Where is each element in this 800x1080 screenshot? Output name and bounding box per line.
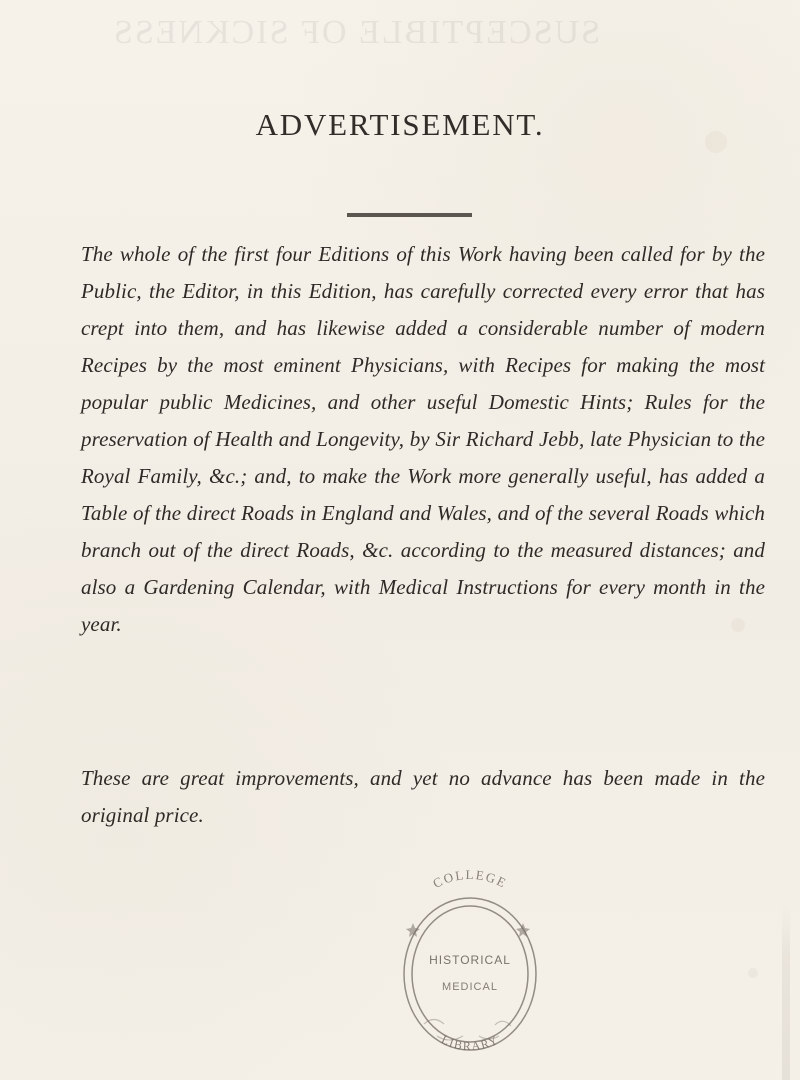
stamp-line-2: MEDICAL — [442, 981, 498, 993]
stamp-line-1: HISTORICAL — [429, 953, 511, 967]
paper-spot — [705, 131, 727, 153]
stamp-outline — [404, 898, 536, 1050]
stamp-bottom-text: LIBRARY — [439, 1032, 501, 1054]
advertisement-paragraph-2: These are great improvements, and yet no advance has been made in the original price. — [81, 766, 765, 827]
advertisement-paragraph-1: The whole of the first four Editions of this Work having been called for by the Public, the Editor, in this Edition, has carefully corrected every error that has crept into them, and has likewise added a considerable number of modern Recipes by the most eminent Physicians, with Recipes for making the most popular public Medicines, and other useful Domestic Hints; Rules for the preservation of Health and Longevity, by Sir Richard Jebb, late Physician to the Royal Family, &c.; and, to make the Work more generally useful, has added a Table of the direct Roads in England and Wales, and of the several Roads which branch out of the direct Roads, &c. according to the measured distances; and also a Gardening Calendar, with Medical Instructions for every month in the year. — [81, 242, 765, 636]
stamp-star-icon — [406, 923, 530, 937]
title-rule — [347, 212, 472, 218]
bleed-through-text: SUSCEPTIBLE OF SICKNESS — [111, 14, 600, 51]
page-title: ADVERTISEMENT. — [255, 107, 545, 142]
paper-spot — [748, 968, 758, 978]
page-edge-shadow — [782, 905, 790, 1080]
paper-spot — [731, 618, 745, 632]
stamp-top-text: COLLEGE — [430, 868, 510, 891]
library-stamp — [375, 868, 565, 1078]
